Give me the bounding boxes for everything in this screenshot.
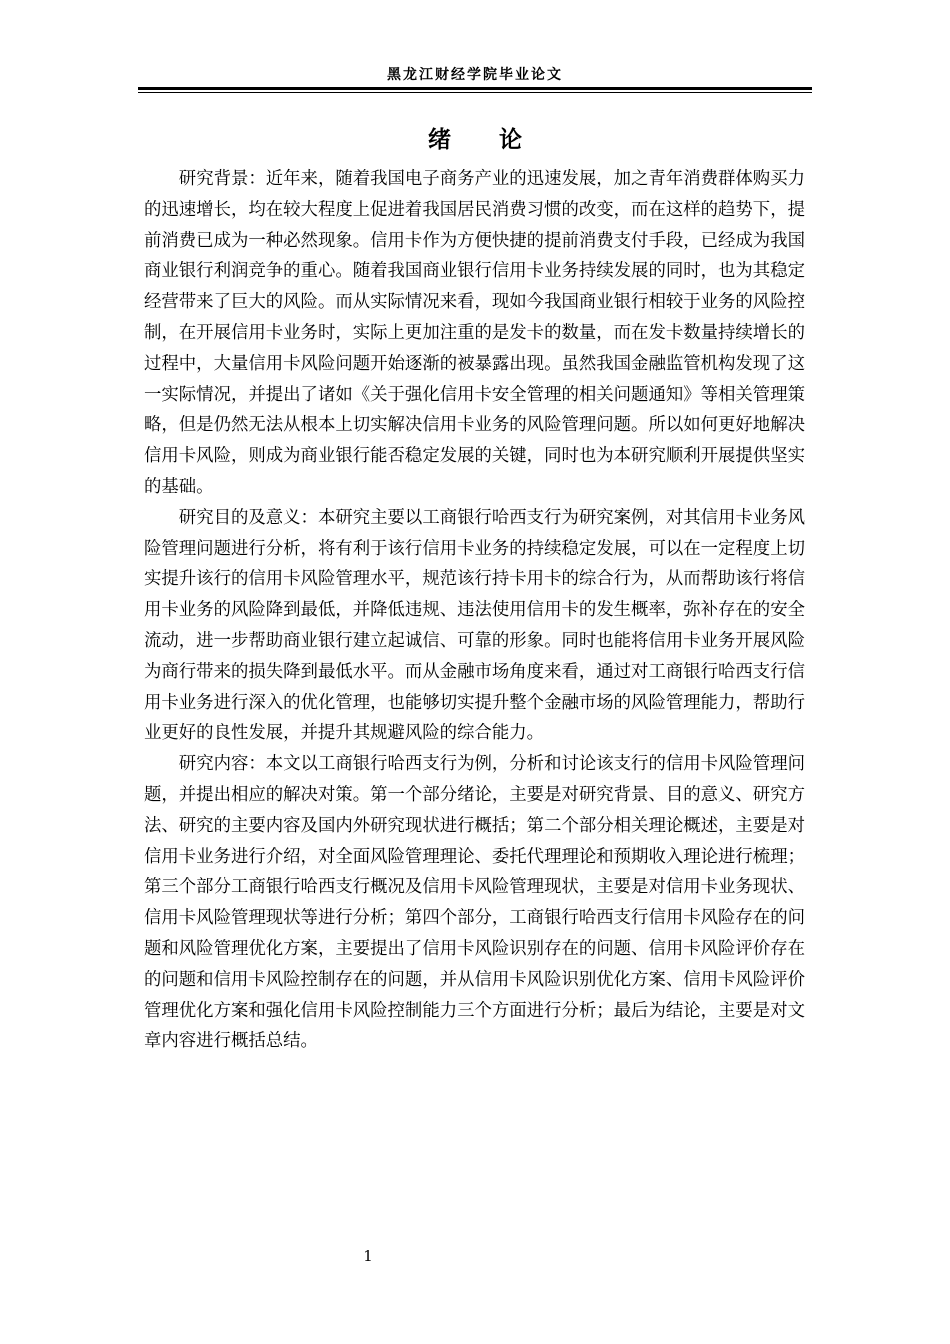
paragraph-content: 研究内容：本文以工商银行哈西支行为例，分析和讨论该支行的信用卡风险管理问题，并提出相应的解决对策。第一个部分绪论，主要是对研究背景、目的意义、研究方法、研究的主要内容及国内外研究现状进行概括；第二个部分相关理论概述，主要是对信用卡业务进行介绍，对全面风险管理理论、委托代理理论和预期收入理论进行梳理；第三个部分工商银行哈西支行概况及信用卡风险管理现状，主要是对信用卡业务现状、信用卡风险管理现状等进行分析；第四个部分，工商银行哈西支行信用卡风险存在的问题和风险管理优化方案，主要提出了信用卡风险识别存在的问题、信用卡风险评价存在的问题和信用卡风险控制存在的问题，并从信用卡风险识别优化方案、信用卡风险评价管理优化方案和强化信用卡风险控制能力三个方面进行分析；最后为结论，主要是对文章内容进行概括总结。 (144, 754, 805, 1052)
header-rule-thick (138, 87, 812, 90)
chapter-title (138, 124, 812, 156)
page-number: 1 (363, 1247, 373, 1265)
header-rule-thin (138, 92, 812, 93)
paragraph-purpose: 研究目的及意义：本研究主要以工商银行哈西支行为研究案例，对其信用卡业务风险管理问题进行分析，将有利于该行信用卡业务的持续稳定发展，可以在一定程度上切实提升该行的信用卡风险管理水平，规范该行持卡用卡的综合行为，从而帮助该行将信用卡业务的风险降到最低，并降低违规、违法使用信用卡的发生概率，弥补存在的安全流动，进一步帮助商业银行建立起诚信、可靠的形象。同时也能将信用卡业务开展风险为商行带来的损失降到最低水平。而从金融市场角度来看，通过对工商银行哈西支行信用卡业务进行深入的优化管理，也能够切实提升整个金融市场的风险管理能力，帮助行业更好的良性发展，并提升其规避风险的综合能力。 (144, 507, 805, 744)
body-text (144, 164, 805, 1057)
paragraph-background: 研究背景：近年来，随着我国电子商务产业的迅速发展，加之青年消费群体购买力的迅速增长，均在较大程度上促进着我国居民消费习惯的改变，而在这样的趋势下，提前消费已成为一种必然现象。信用卡作为方便快捷的提前消费支付手段，已经成为我国商业银行利润竞争的重心。随着我国商业银行信用卡业务持续发展的同时，也为其稳定经营带来了巨大的风险。而从实际情况来看，现如今我国商业银行相较于业务的风险控制，在开展信用卡业务时，实际上更加注重的是发卡的数量，而在发卡数量持续增长的过程中，大量信用卡风险问题开始逐渐的被暴露出现。虽然我国金融监管机构发现了这一实际情况，并提出了诸如《关于强化信用卡安全管理的相关问题通知》等相关管理策略，但是仍然无法从根本上切实解决信用卡业务的风险管理问题。所以如何更好地解决信用卡风险，则成为商业银行能否稳定发展的关键，同时也为本研究顺利开展提供坚实的基础。 (144, 169, 805, 497)
chapter-title-part2: 论 (499, 127, 522, 153)
running-header: 黑龙江财经学院毕业论文 (387, 67, 563, 83)
chapter-title-part1: 绪 (428, 127, 451, 153)
